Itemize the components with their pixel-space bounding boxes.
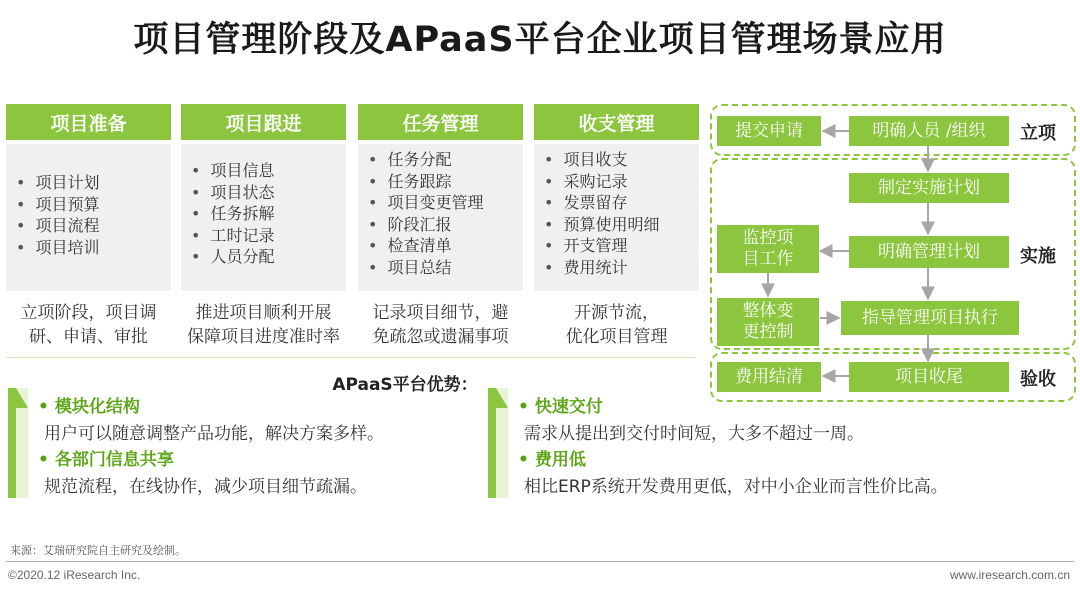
- website-link[interactable]: www.iresearch.com.cn: [949, 568, 1070, 582]
- box-monitor-work: 监控项 目工作: [717, 225, 819, 273]
- stage-label-initiation: 立项: [1020, 123, 1056, 144]
- phase-item: • 项目预算: [16, 194, 167, 216]
- box-project-closure: 项目收尾: [849, 362, 1009, 392]
- phase-header: 收支管理: [534, 104, 699, 140]
- phase-item: • 预算使用明细: [544, 214, 695, 236]
- copyright: ©2020.12 iResearch Inc.: [8, 568, 141, 582]
- phase-item: • 项目收支: [544, 149, 695, 171]
- phase-item: • 开支管理: [544, 235, 695, 257]
- phase-item: • 工时记录: [191, 225, 342, 247]
- source-note: 来源：艾瑞研究院自主研究及绘制。: [10, 544, 186, 557]
- phase-header: 项目跟进: [181, 104, 346, 140]
- phase-item: • 任务拆解: [191, 203, 342, 225]
- phase-description: 记录项目细节，避 免疏忽或遗漏事项: [372, 303, 509, 347]
- phase-item: • 项目总结: [368, 257, 519, 279]
- box-make-implementation-plan: 制定实施计划: [849, 173, 1009, 203]
- phase-item: • 费用统计: [544, 257, 695, 279]
- box-change-control: 整体变 更控制: [717, 298, 819, 346]
- phase-header: 任务管理: [358, 104, 523, 140]
- stage-label-implementation: 实施: [1020, 246, 1056, 267]
- box-settle-costs: 费用结清: [717, 362, 821, 392]
- phase-item: • 项目状态: [191, 182, 342, 204]
- footer-divider: [6, 561, 1074, 562]
- phase-item: • 项目信息: [191, 160, 342, 182]
- box-direct-execution: 指导管理项目执行: [841, 301, 1019, 335]
- box-submit-application: 提交申请: [717, 116, 821, 146]
- box-clarify-personnel: 明确人员 /组织: [849, 116, 1009, 146]
- phase-item: • 人员分配: [191, 246, 342, 268]
- phase-item: • 检查清单: [368, 235, 519, 257]
- phase-header: 项目准备: [6, 104, 171, 140]
- phase-item: • 发票留存: [544, 192, 695, 214]
- box-clarify-management-plan: 明确管理计划: [849, 236, 1009, 268]
- phase-item: • 任务跟踪: [368, 171, 519, 193]
- advantage-text: 规范流程，在线协作，减少项目细节疏漏。: [44, 477, 367, 497]
- phase-item: • 项目计划: [16, 172, 167, 194]
- stage-label-acceptance: 验收: [1020, 369, 1056, 390]
- advantage-text: 用户可以随意调整产品功能，解决方案多样。: [44, 424, 384, 444]
- advantages-title: APaaS平台优势：: [332, 375, 478, 395]
- phase-item: • 任务分配: [368, 149, 519, 171]
- phase-item: • 采购记录: [544, 171, 695, 193]
- advantage-heading: • 费用低: [518, 445, 948, 470]
- phase-description: 推进项目顺利开展 保障项目进度准时率: [187, 303, 340, 347]
- phase-description: 立项阶段，项目调 研、申请、审批: [20, 303, 157, 347]
- page-title: 项目管理阶段及APaaS平台企业项目管理场景应用: [133, 20, 947, 60]
- phase-item: • 项目流程: [16, 215, 167, 237]
- phase-item: • 项目培训: [16, 237, 167, 259]
- advantage-text: 需求从提出到交付时间短，大多不超过一周。: [524, 424, 864, 444]
- advantage-heading: • 快速交付: [518, 392, 864, 417]
- phase-item: • 项目变更管理: [368, 192, 519, 214]
- advantage-heading: • 模块化结构: [38, 392, 384, 417]
- phase-description: 开源节流， 优化项目管理: [565, 303, 668, 347]
- advantage-text: 相比ERP系统开发费用更低，对中小企业而言性价比高。: [524, 477, 948, 497]
- advantage-heading: • 各部门信息共享: [38, 445, 367, 470]
- phase-item: • 阶段汇报: [368, 214, 519, 236]
